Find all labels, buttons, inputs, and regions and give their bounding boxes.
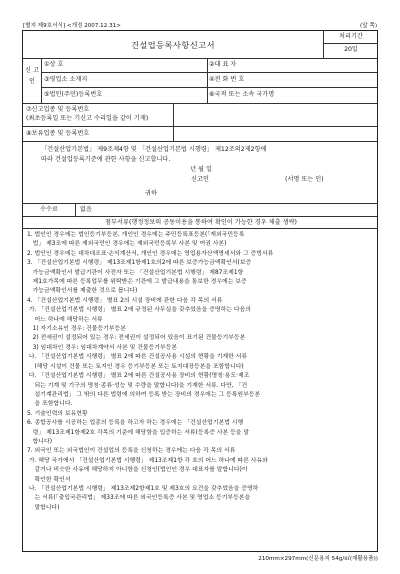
attachment-line: 3. 「건설산업기본법 시행령」 제13조제1항제1호의2에 따른 보증가능금액확인서(보증 (27, 260, 252, 267)
report-form (22, 30, 378, 552)
attachment-line: 가능금액확인서를 제출한 것으로 봅니다) (27, 288, 138, 295)
attachment-line: 확인한 확인서 (27, 476, 71, 483)
held-type-label: ⑧보유업종 및 등록번호 (26, 130, 90, 137)
attachment-line: 1) 자기소유인 경우: 건물등기부등본 (27, 326, 126, 333)
attachment-line: (해당 시설이 건물 또는 토지인 경우 등기부등본 또는 토지대장등본을 포함합니다) (27, 363, 244, 370)
attachments-header: 첨부서류(행정정보의 공동이용을 통하여 확인이 가능한 경우 제출 생략) (105, 219, 297, 226)
page-side: (앞 쪽) (360, 23, 377, 29)
attachment-line: 6. 종합공사를 시공하는 업종의 등록을 하고자 하는 경우에는 「건설산업기본법 시행 (27, 420, 244, 427)
attachment-line: 2. 법인인 경우에는 대차대조표·손익계산서, 개인인 경우에는 영업용자산액명세서와 그 증빙서류 (27, 250, 274, 257)
registration-number-field[interactable]: ⑤법인(주민)등록번호 (44, 91, 103, 98)
statement-line-1: 「건설산업기본법」 제9조제4항 및 「건설산업기본법 시행령」 제12조의2제2항에 (41, 146, 267, 153)
signature-field[interactable]: (서명 또는 인) (285, 176, 324, 183)
attachment-line: 가. 「건설산업기본법 시행령」 별표 2에 규정된 사무실을 갖추었음을 증명하는 다음의 (27, 307, 251, 314)
attachment-line: 나. 「건설산업기본법 시행령」 제13조제2항제1호 및 제3호의 요건을 갖추었음을 증명하 (27, 485, 259, 492)
attachment-line: 5. 기술인력의 보유현황 (27, 410, 88, 417)
fee-label: 수수료 (40, 206, 58, 213)
attachment-line: 말합니다) (27, 504, 60, 511)
attachments-list (27, 231, 375, 513)
attachment-line: 1. 법인인 경우에는 법인등기부등본, 개인인 경우에는 주민등록표등본(「재외국민등록 (27, 232, 245, 238)
form-number: [별지 제9호서식] <개정 2007.12.31> (23, 23, 121, 29)
attachment-line: 되는 기계 및 기구의 명칭·종류·성능 및 수량을 말합니다)을 기재한 서류. 다만, 「건 (27, 382, 248, 389)
form-title: 건설업등록사항신고서 (130, 40, 216, 50)
attachment-line: 설기계관리법」 그 밖의 다른 법령에 의하여 등록 받는 장비의 경우에는 그 등록원부등본 (27, 391, 261, 398)
signer-label: 신고인 (191, 176, 209, 183)
attachment-line: 다. 「건설산업기본법 시행령」 별표 2에 따른 건설공사용 장비의 현황(명칭·용도·제조 (27, 373, 250, 380)
phone-field[interactable]: ④전 화 번 호 (209, 76, 245, 83)
attachment-line: 2) 전세권이 설정되어 있는 경우: 전세권이 설정되어 있음이 표기된 건물등기부등본 (27, 335, 246, 342)
attachment-line: 가. 해당 국가에서 「건설산업기본법 시행령」 제13조제1항 각 호의 어느 하나에 따른 사유와 (27, 457, 268, 464)
attachment-line: 령」 제13조제1항제2호 각목의 기준에 해당함을 입증하는 서류(등록증 사본 등을 말 (27, 429, 250, 436)
business-location-field[interactable]: ③영업소 소재지 (44, 76, 88, 83)
attachment-line: 가능금액확인서 발급기관이 사전자 또는 「건설산업기본법 시행령」 제87조제1항 (27, 269, 244, 276)
attachment-line: 같거나 비슷한 사유에 해당하지 아니함을 신청인(법인인 경우 대표자를 말합니다)이 (27, 467, 248, 474)
report-type-label: ⑦신고업종 및 등록번호 (26, 106, 90, 113)
attachment-line: 나. 「건설산업기본법 시행령」 별표 2에 따른 건설공사용 시설의 현황을 기재한 서류 (27, 354, 248, 361)
attachment-line: 제1호가목에 따른 등록업무를 위탁받은 기관에 그 발급내용을 통보한 경우에는 보증 (27, 279, 247, 286)
form-header (23, 21, 377, 29)
attachment-line: 법」 제3조에 따른 재외국민인 경우에는 재외국민등록부 사본 및 여권 사본) (27, 241, 227, 248)
paper-spec: 210mm×297mm(신문용지 54g/㎡(재활용품)) (258, 556, 378, 562)
statement-line-2: 따라 건설업등록기준에 관한 사항을 신고합니다. (41, 156, 171, 163)
attachment-line: 는 서류(「출입국관리법」 제33조에 따른 외국인등록증 사본 및 영업소 등기부등본을 (27, 495, 251, 502)
nationality-field[interactable]: ⑥국적 또는 소속 국가명 (209, 91, 275, 98)
attachment-line: 7. 외국인 또는 외국법인이 건설업의 등록을 신청하는 경우에는 다음 각 목의 서류 (27, 448, 236, 455)
trade-name-field[interactable]: ①상 호 (44, 61, 64, 68)
representative-field[interactable]: ②대 표 자 (209, 61, 237, 68)
processing-period-label: 처리기간 (339, 33, 363, 40)
attachment-line: 합니다) (27, 438, 52, 445)
fee-value: 없음 (80, 206, 92, 213)
attachment-line: 3) 임대차인 경우: 임대차계약서 사본 및 건물등기부등본 (27, 344, 178, 351)
applicant-label: 신 고 인 (25, 67, 39, 85)
addressee: 귀하 (145, 190, 157, 197)
date-line[interactable]: 년 월 일 (190, 166, 212, 173)
attachment-line: 4. 「건설산업기본법 시행령」 별표 2의 시설 장비에 관한 다음 각 목의 서류 (27, 297, 223, 304)
report-type-note: (최초등록일 또는 기신고 수리일을 같이 기재) (26, 115, 149, 122)
attachment-line: 어느 하나에 해당하는 서류 (27, 316, 103, 323)
attachment-line: 을 포함합니다. (27, 401, 73, 408)
processing-period-value: 20일 (344, 46, 358, 53)
